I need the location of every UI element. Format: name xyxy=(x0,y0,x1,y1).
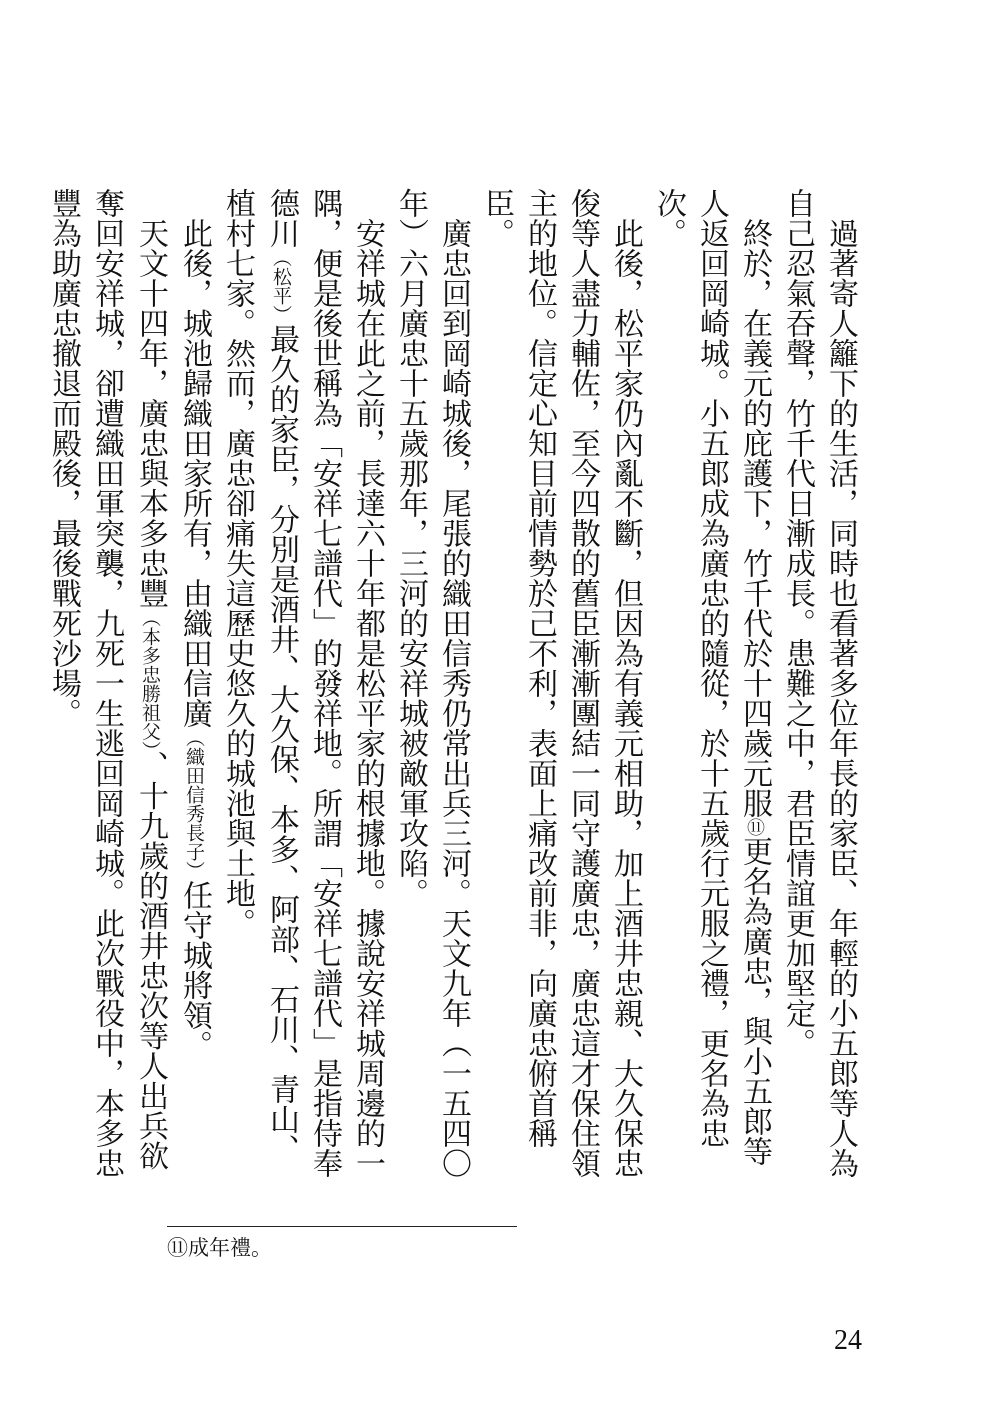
vertical-body-text xyxy=(46,188,862,1188)
paragraph-1 xyxy=(776,188,862,1188)
paragraph-2-text-after: 更名為廣忠，與小五郎等人返回岡崎城。小五郎成為廣忠的隨從，於十五歲行元服之禮，更名為忠次。 xyxy=(651,188,772,1166)
paragraph-3 xyxy=(475,188,647,1188)
paragraph-4-text: 廣忠回到岡崎城後，尾張的織田信秀仍常出兵三河。天文九年（一五四〇年）六月廣忠十五歲那年，三河的安祥城被敵軍攻陷。 xyxy=(393,188,471,1178)
paragraph-2 xyxy=(647,188,776,1188)
footnote-divider xyxy=(167,1226,517,1227)
paragraph-6-text-after: 任守城將領。 xyxy=(177,880,212,1060)
footnote-reference-mark: ⑪ xyxy=(744,818,765,836)
paragraph-6-inline-note: （織田信秀長子） xyxy=(183,728,205,880)
paragraph-5-text-after: 最久的家臣，分別是酒井、大久保、本多、阿部、石川、青山、植村七家。然而，廣忠卻痛失這歷史悠久的城池與土地。 xyxy=(220,188,299,1164)
paragraph-3-text: 此後，松平家仍內亂不斷，但因為有義元相助，加上酒井忠親、大久保忠俊等人盡力輔佐，至今四散的舊臣漸漸團結一同守護廣忠，廣忠這才保住領主的地位。信定心知目前情勢於己不利，表面上痛改前非，向廣忠俯首稱臣。 xyxy=(479,188,643,1178)
paragraph-5 xyxy=(216,188,389,1188)
paragraph-7-inline-note: （本多忠勝祖父） xyxy=(139,608,161,751)
paragraph-5-inline-note: （松平） xyxy=(270,248,292,324)
paragraph-7-text-before: 天文十四年，廣忠與本多忠豐 xyxy=(133,218,168,608)
paragraph-6 xyxy=(172,188,216,1188)
page-number: 24 xyxy=(834,1325,862,1356)
paragraph-1-text: 過著寄人籬下的生活，同時也看著多位年長的家臣、年輕的小五郎等人為自己忍氣吞聲，竹千代日漸成長。患難之中，君臣情誼更加堅定。 xyxy=(780,188,858,1178)
paragraph-7-text-after: 、十九歲的酒井忠次等人出兵欲奪回安祥城，卻遭織田軍突襲，九死一生逃回岡崎城。此次戰役中，本多忠豐為助廣忠撤退而殿後，最後戰死沙場。 xyxy=(46,188,168,1178)
paragraph-7 xyxy=(42,188,172,1188)
paragraph-6-text-before: 此後，城池歸織田家所有，由織田信廣 xyxy=(177,218,212,728)
footnote: ⑪成年禮。 xyxy=(167,1236,272,1260)
paragraph-2-text-before: 終於，在義元的庇護下，竹千代於十四歲元服 xyxy=(737,218,772,818)
paragraph-4 xyxy=(389,188,475,1188)
paragraph-5-text-before: 安祥城在此之前，長達六十年都是松平家的根據地。據說安祥城周邊的一隅，便是後世稱為「安祥七譜代」的發祥地。所謂「安祥七譜代」是指侍奉德川 xyxy=(264,188,385,1178)
